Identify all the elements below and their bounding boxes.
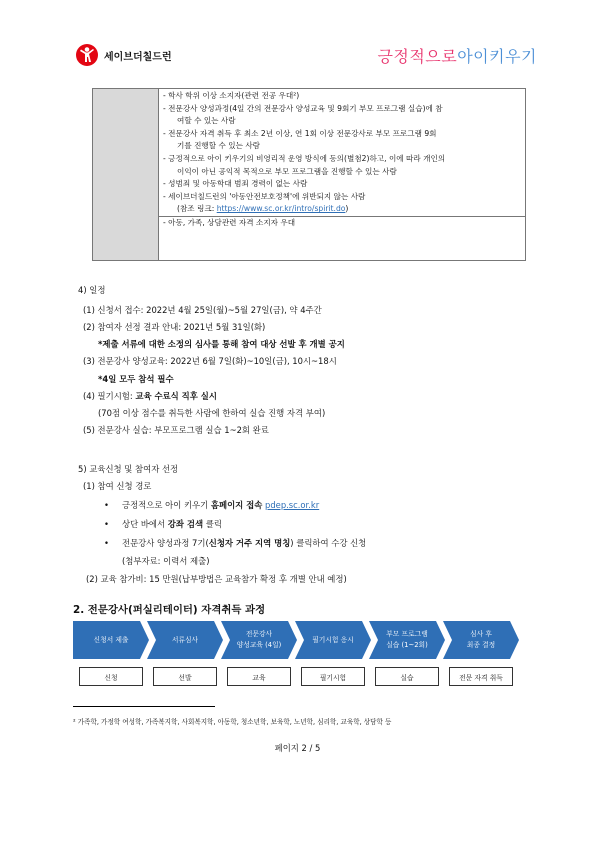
flow-step-label [443,621,519,659]
flow-step-top: 부모 프로그램 [386,630,428,638]
flow-result-box: 신청 [79,667,143,686]
brand-part1: 긍정적으로 [377,47,458,66]
page-number: 페이지 2 / 5 [274,743,321,753]
apply-sub-2: (2) 교육 참가비: 15 만원(납부방법은 교육참가 확정 후 개별 안내 예정) [86,574,347,584]
b1-bold: 홈페이지 접속 [210,500,263,510]
schedule-heading: 4) 일정 [78,285,106,295]
process-flow [73,621,523,659]
flow-step [73,621,149,659]
requirements-table [92,88,526,261]
flow-step-label [147,621,223,659]
b3-suffix: ) 클릭하여 수강 신청 [290,538,367,548]
ref-suffix: ) [345,204,349,214]
req-line: 이익이 아닌 공익적 목적으로 부모 프로그램을 진행할 수 있는 사람 [177,166,397,176]
req-line: 기를 진행할 수 있는 사람 [177,141,261,151]
flow-step [295,621,371,659]
flow-step [147,621,223,659]
b2-bold: 강좌 검색 [167,519,204,529]
b2-prefix: 상단 바에서 [122,519,168,529]
ref-line [163,203,519,216]
flow-result-box: 필기시험 [301,667,365,686]
req-line: 여할 수 있는 사람 [177,116,236,126]
schedule-item-4-prefix: (4) 필기시험: [83,391,136,401]
req-line: - 아동, 가족, 상담관련 자격 소지자 우대 [159,216,525,230]
bullet-dot: • [104,500,109,510]
flow-result-box: 선발 [153,667,217,686]
flow-step [369,621,445,659]
b3-bold: 신청자 거주 지역 명칭 [208,538,291,548]
bullet-dot: • [104,538,109,548]
flow-step-top: 심사 후 [470,630,492,638]
b3-prefix: 전문강사 양성과정 7기( [122,538,209,548]
schedule-note-3: *4일 모두 참석 필수 [98,374,174,384]
flow-step-label [369,621,445,659]
flow-step-label [73,621,149,659]
bullet-dot: • [104,519,109,529]
flow-step-top: 필기시험 응시 [312,635,354,644]
flow-result-box: 실습 [375,667,439,686]
ref-prefix: (참조 링크: [177,204,217,214]
org-name: 세이브더칠드런 [104,51,172,63]
flow-step-top: 전문강사 [245,630,273,638]
req-line: - 긍정적으로 아이 키우기의 비영리적 운영 방식에 동의(별첨2)하고, 이에 따라 개인의 [163,153,446,163]
flow-step-bottom: 양성교육 (4일) [236,641,282,649]
section-2-title: 2. 전문강사(퍼실리테이터) 자격취득 과정 [73,604,266,616]
homepage-link[interactable]: pdep.sc.or.kr [265,500,320,510]
footnote: ² 가족학, 가정학 여성학, 가족복지학, 사회복지학, 아동학, 청소년학, 보육학, 노년학, 심리학, 교육학, 상담학 등 [73,718,392,726]
brand-part2: 아이키우기 [457,47,537,66]
program-brand [377,44,537,67]
req-line: - 전문강사 양성과정(4일 간의 전문강사 양성교육 및 9회기 부모 프로그램 실습)에 참 [163,103,443,113]
req-line: - 학사 학위 이상 소지자(관련 전공 우대²) [163,91,300,100]
b2-suffix: 클릭 [203,519,222,529]
apply-sub-1: (1) 참여 신청 경로 [83,481,152,491]
schedule-note-4: (70점 이상 점수를 취득한 사람에 한하여 실습 진행 자격 부여) [98,408,326,418]
req-line: - 성범죄 및 아동학대 범죄 경력이 없는 사람 [163,179,308,189]
schedule-item-5: (5) 전문강사 실습: 부모프로그램 실습 1~2회 완료 [83,425,269,435]
table-content-cell [159,89,525,260]
org-logo [76,44,172,66]
table-label-cell [93,89,159,260]
flow-step [221,621,297,659]
flow-step-bottom: 실습 (1~2회) [386,641,428,649]
flow-step-top: 신청서 제출 [93,635,129,644]
schedule-item-4-bold: 교육 수료식 직후 실시 [135,391,217,401]
child-figure-icon [76,44,98,66]
flow-step-top: 서류심사 [171,635,199,644]
schedule-item-2: (2) 참여자 선정 결과 안내: 2021년 5월 31일(화) [83,322,266,332]
apply-heading: 5) 교육신청 및 참여자 선정 [78,464,179,474]
flow-result-box: 전문 자격 취득 [449,667,513,686]
footnote-divider [73,706,215,707]
ref-link[interactable]: https://www.sc.or.kr/intro/spirit.do [216,204,346,214]
schedule-item-4 [83,388,217,404]
req-line: - 전문강사 자격 취득 후 최소 2년 이상, 연 1회 이상 전문강사로 부모 프로그램 9회 [163,128,437,138]
req-line: - 세이브더칠드런의 '아동안전보호정책'에 위반되지 않는 사람 [163,191,366,201]
b1-prefix: 긍정적으로 아이 키우기 [122,500,211,510]
flow-step-bottom: 최종 결정 [466,641,496,649]
apply-bullet-2 [122,516,222,532]
schedule-item-3: (3) 전문강사 양성교육: 2022년 6월 7일(화)~10일(금), 10시~18시 [83,356,337,366]
flow-result-box: 교육 [227,667,291,686]
schedule-note-2: *제출 서류에 대한 소정의 심사를 통해 참여 대상 선발 후 개별 공지 [98,339,345,349]
apply-bullet-3 [122,535,366,551]
flow-step-label [295,621,371,659]
apply-bullet-3-note: (첨부자료: 이력서 제출) [122,556,210,566]
flow-step [443,621,519,659]
schedule-item-1: (1) 신청서 접수: 2022년 4월 25일(월)~5월 27일(금), 약 4주간 [83,305,322,315]
flow-step-label [221,621,297,659]
apply-bullet-1 [122,497,319,513]
